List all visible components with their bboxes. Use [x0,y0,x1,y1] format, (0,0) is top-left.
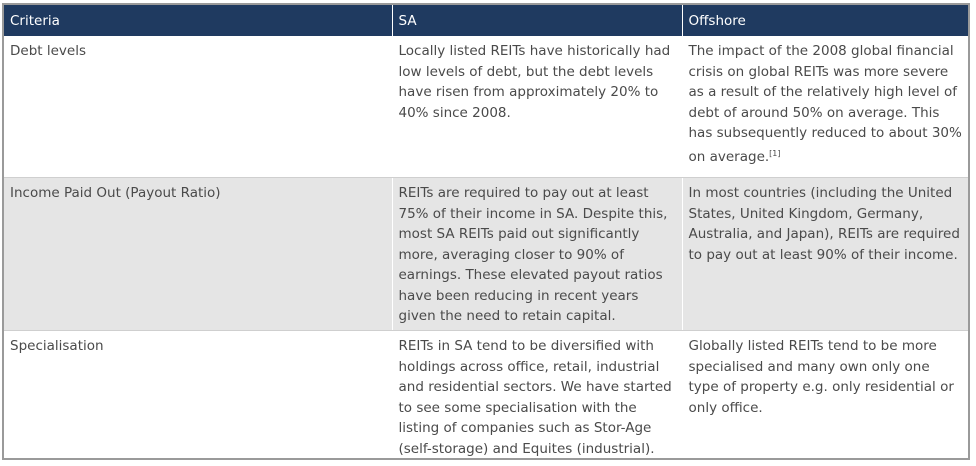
table-row [4,178,968,331]
header-criteria: Criteria [4,5,392,36]
row-offshore-text: The impact of the 2008 global financial crisis on global REITs was more severe as a result of the relatively high level of debt of around 50% on average. This has subsequently reduced to about 30% on average. [688,43,962,165]
row-criteria: Specialisation [4,331,392,461]
reit-comparison-table [4,5,968,460]
row-offshore: Globally listed REITs tend to be more specialised and many own only one type of property e.g. only residential or only office. [682,331,968,461]
header-row [4,5,968,36]
row-criteria: Income Paid Out (Payout Ratio) [4,178,392,331]
table-row [4,36,968,178]
table-row [4,331,968,461]
footnote-reference[interactable]: [1] [769,148,781,158]
header-sa: SA [392,5,682,36]
row-sa: Locally listed REITs have historically had low levels of debt, but the debt levels have risen from approximately 20% to 40% since 2008. [392,36,682,178]
row-offshore: In most countries (including the United States, United Kingdom, Germany, Australia, and Japan), REITs are required to pay out at least 90% of their income. [682,178,968,331]
row-offshore [682,36,968,178]
row-sa: REITs are required to pay out at least 75% of their income in SA. Despite this, most SA REITs paid out significantly more, averaging closer to 90% of earnings. These elevated payout ratios have been reducing in recent years given the need to retain capital. [392,178,682,331]
row-criteria: Debt levels [4,36,392,178]
header-offshore: Offshore [682,5,968,36]
comparison-table-frame [2,3,970,460]
row-sa: REITs in SA tend to be diversified with holdings across office, retail, industrial and residential sectors. We have started to see some specialisation with the listing of companies such as Stor-Age (self-storage) and Equites (industrial). [392,331,682,461]
